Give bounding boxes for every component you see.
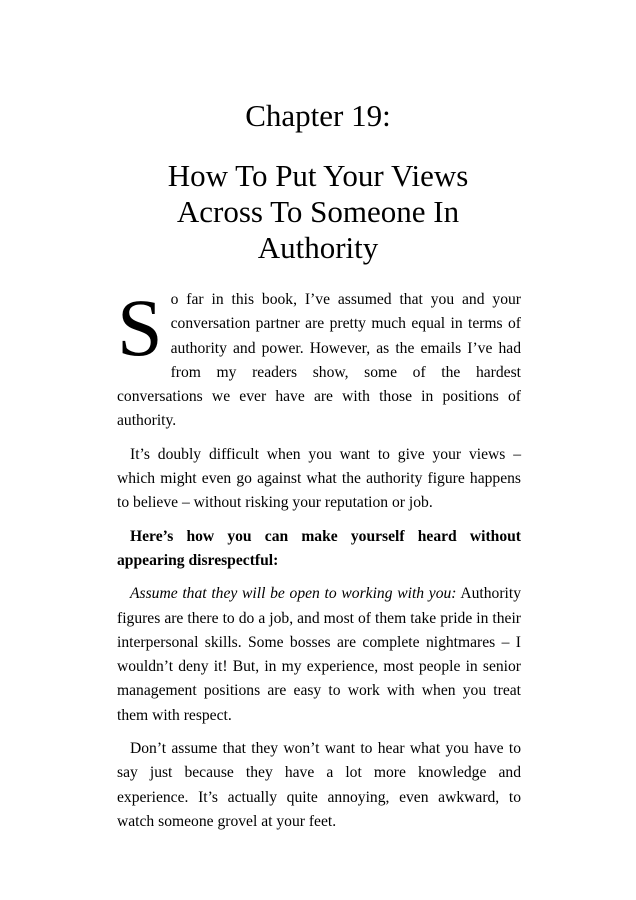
tip-text: Authority figures are there to do a job, and most of them take pride in their interpersonal skills. Some bosses are complete nightmares – I wouldn’t deny it! But, in my experience, most people in senior management positions are easy to work with when you treat them with respect. (117, 585, 521, 724)
paragraph-text: o far in this book, I’ve assumed that you and your conversation partner are pretty much equal in terms of authority and power. However, as the emails I’ve had from my readers show, some of the hardest conversations we ever have are with those in positions of authority. (117, 291, 521, 430)
paragraph: It’s doubly difficult when you want to give your views – which might even go against what the authority figure happens to believe – without risking your reputation or job. (117, 445, 521, 512)
drop-cap: S (117, 282, 163, 373)
chapter-title-line: Authority (257, 230, 379, 265)
chapter-title-line: How To Put Your Views (167, 158, 469, 193)
chapter-body (117, 282, 521, 843)
paragraph-tip (117, 582, 521, 728)
tip-heading: Assume that they will be open to working with you: (130, 585, 457, 603)
chapter-number: Chapter 19: (245, 98, 391, 133)
paragraph-opening (117, 282, 521, 434)
chapter-title-line: Across To Someone In (176, 194, 460, 229)
paragraph: Don’t assume that they won’t want to hear what you have to say just because they have a lot more knowledge and experience. It’s actually quite annoying, even awkward, to watch someone grovel at your feet. (117, 740, 521, 830)
chapter-title (140, 158, 496, 266)
paragraph-bold-lead-in: Here’s how you can make yourself heard without appearing disrespectful: (117, 527, 521, 569)
